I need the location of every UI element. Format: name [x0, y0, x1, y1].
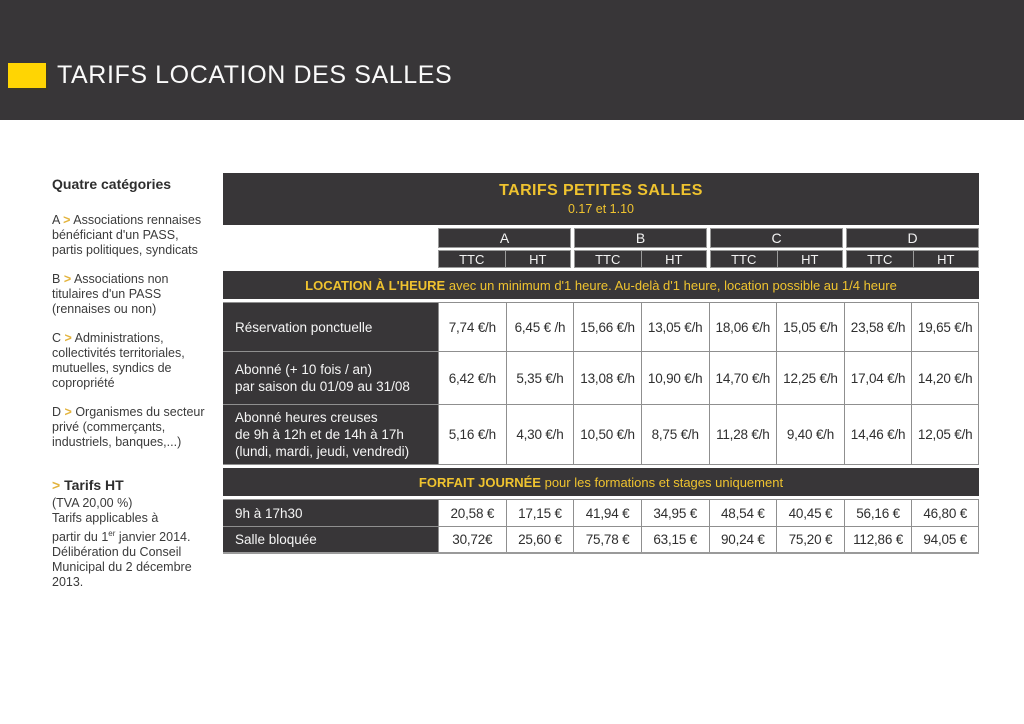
daily-rows: [223, 499, 979, 554]
category-text: Associations rennaises: [73, 213, 202, 227]
price-cell: 46,80 €: [911, 500, 979, 526]
price-cell: 13,05 €/h: [641, 303, 709, 351]
column-header-c: C: [710, 228, 843, 248]
price-cell: 14,46 €/h: [844, 405, 912, 464]
col-ttc: TTC: [867, 251, 893, 267]
price-cell: 12,25 €/h: [776, 352, 844, 404]
price-cell: 30,72€: [438, 527, 506, 552]
chevron-icon: >: [64, 331, 72, 345]
price-cell: 90,24 €: [709, 527, 777, 552]
col-ttc: TTC: [595, 251, 621, 267]
price-cell: 17,15 €: [506, 500, 574, 526]
table-row: [223, 351, 979, 404]
col-ht: HT: [913, 251, 979, 267]
category-item-a: [52, 213, 222, 258]
price-cell: 20,58 €: [438, 500, 506, 526]
table-row: [223, 500, 979, 526]
price-cell: 19,65 €/h: [911, 303, 979, 351]
row-label: Réservation ponctuelle: [223, 303, 438, 351]
row-label: Salle bloquée: [223, 527, 438, 552]
price-cell: 6,45 € /h: [506, 303, 574, 351]
daily-section-banner: FORFAIT JOURNÉE pour les formations et stages uniquement: [223, 468, 979, 496]
category-key: B: [52, 272, 61, 286]
tarifs-ht-heading: Tarifs HT: [64, 477, 124, 493]
price-cell: 94,05 €: [911, 527, 979, 552]
accent-bar: [8, 63, 46, 88]
note-line: 2013.: [52, 575, 84, 590]
price-cell: 10,90 €/h: [641, 352, 709, 404]
price-cell: 75,20 €: [776, 527, 844, 552]
table-title: TARIFS PETITES SALLES: [499, 182, 703, 199]
price-cell: 8,75 €/h: [641, 405, 709, 464]
category-text: (rennaises ou non): [52, 302, 157, 316]
header-band: [0, 0, 1024, 120]
col-ht: HT: [641, 251, 707, 267]
price-cell: 10,50 €/h: [573, 405, 641, 464]
column-header-b: B: [574, 228, 707, 248]
price-cell: 75,78 €: [573, 527, 641, 552]
row-label: Abonné (+ 10 fois / an) par saison du 01/09 au 31/08: [223, 352, 438, 404]
table-subtitle: 0.17 et 1.10: [567, 202, 635, 216]
sidebar-heading: Quatre catégories: [52, 176, 172, 192]
row-label: 9h à 17h30: [223, 500, 438, 526]
col-ttc: TTC: [459, 251, 485, 267]
category-text: partis politiques, syndicats: [52, 243, 198, 257]
price-cell: 63,15 €: [641, 527, 709, 552]
price-cell: 5,35 €/h: [506, 352, 574, 404]
table-row: [223, 526, 979, 552]
chevron-icon: >: [52, 477, 61, 493]
note-line: (TVA 20,00 %): [52, 496, 133, 510]
pricing-table: [223, 173, 979, 554]
category-header-row: [438, 228, 979, 248]
category-text: industriels, banques,...): [52, 435, 182, 449]
price-cell: 13,08 €/h: [573, 352, 641, 404]
category-text: privé (commerçants,: [52, 420, 166, 434]
subheader-group: [574, 250, 707, 268]
table-row: [223, 404, 979, 464]
price-cell: 23,58 €/h: [844, 303, 912, 351]
chevron-icon: >: [63, 272, 72, 286]
column-header-a: A: [438, 228, 571, 248]
price-cell: 11,28 €/h: [709, 405, 777, 464]
price-cell: 34,95 €: [641, 500, 709, 526]
category-text: Organismes du secteur: [75, 405, 205, 419]
price-cell: 14,20 €/h: [911, 352, 979, 404]
tarifs-ht-note: [52, 478, 222, 590]
category-item-b: [52, 272, 222, 317]
price-cell: 14,70 €/h: [709, 352, 777, 404]
price-cell: 15,66 €/h: [573, 303, 641, 351]
price-cell: 4,30 €/h: [506, 405, 574, 464]
category-text: titulaires d'un PASS: [52, 287, 162, 301]
category-item-c: [52, 331, 222, 391]
category-text: Administrations,: [74, 331, 164, 345]
row-label: Abonné heures creuses de 9h à 12h et de 14h à 17h (lundi, mardi, jeudi, vendredi): [223, 405, 438, 464]
price-cell: 17,04 €/h: [844, 352, 912, 404]
category-text: mutuelles, syndics de: [52, 361, 172, 375]
price-cell: 56,16 €: [844, 500, 912, 526]
category-text: copropriété: [52, 376, 115, 390]
price-cell: 15,05 €/h: [776, 303, 844, 351]
note-line: partir du 1er janvier 2014.: [52, 529, 191, 545]
category-text: collectivités territoriales,: [52, 346, 185, 360]
col-ht: HT: [777, 251, 843, 267]
price-cell: 12,05 €/h: [911, 405, 979, 464]
category-key: D: [52, 405, 62, 419]
price-cell: 112,86 €: [844, 527, 912, 552]
category-item-d: [52, 405, 222, 450]
subheader-group: [710, 250, 843, 268]
note-line: Tarifs applicables à: [52, 511, 159, 525]
category-key: C: [52, 331, 62, 345]
price-cell: 25,60 €: [506, 527, 574, 552]
price-cell: 5,16 €/h: [438, 405, 506, 464]
category-key: A: [52, 213, 60, 227]
price-cell: 41,94 €: [573, 500, 641, 526]
price-cell: 48,54 €: [709, 500, 777, 526]
col-ttc: TTC: [731, 251, 757, 267]
sidebar: [52, 176, 222, 590]
chevron-icon: >: [63, 213, 71, 227]
page-title: TARIFS LOCATION DES SALLES: [57, 60, 453, 89]
price-cell: 9,40 €/h: [776, 405, 844, 464]
column-header-d: D: [846, 228, 979, 248]
chevron-icon: >: [64, 405, 72, 419]
note-line: Délibération du Conseil: [52, 545, 182, 560]
price-cell: 7,74 €/h: [438, 303, 506, 351]
price-cell: 6,42 €/h: [438, 352, 506, 404]
category-text: Associations non: [73, 272, 169, 286]
subheader-group: [438, 250, 571, 268]
price-cell: 40,45 €: [776, 500, 844, 526]
price-cell: 18,06 €/h: [709, 303, 777, 351]
subheader-group: [846, 250, 979, 268]
note-line: Municipal du 2 décembre: [52, 560, 192, 575]
subcolumn-header-row: [438, 250, 979, 268]
hourly-section-banner: LOCATION À L'HEURE avec un minimum d'1 heure. Au-delà d'1 heure, location possible au 1/4 heure: [223, 271, 979, 299]
table-header: [223, 173, 979, 225]
col-ht: HT: [505, 251, 571, 267]
category-text: bénéficiant d'un PASS,: [52, 228, 179, 242]
hourly-rows: [223, 302, 979, 465]
table-row: [223, 303, 979, 351]
